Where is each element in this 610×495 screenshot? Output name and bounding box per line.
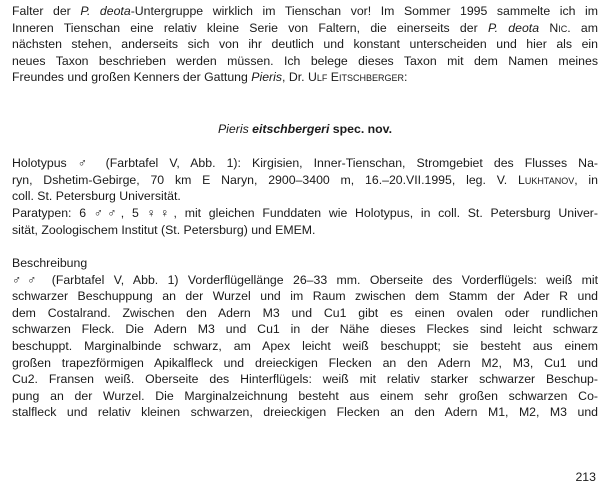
genus-name: Pieris bbox=[217, 122, 249, 136]
small-caps-text: lf bbox=[316, 70, 328, 85]
text-run: Paratypen: 6 ♂♂, 5 ♀♀, mit gleichen Funddaten wie Holotypus, in coll. St. Petersburg Univer- bbox=[12, 206, 598, 220]
small-caps-text: itschberger bbox=[339, 70, 405, 85]
text-line bbox=[12, 20, 598, 37]
text-line bbox=[12, 388, 598, 405]
text-run: großen trapezförmigen Apikalfleck und dreieckigen Flecken an den Adern M2, M3, Cu1 und bbox=[12, 355, 598, 370]
intro-paragraph bbox=[12, 3, 598, 86]
text-run: schwarzen Fleck. Die Adern M3 und Cu1 in der Nähe dieses Fleckes sind leicht schwarz bbox=[12, 322, 598, 337]
text-line bbox=[12, 222, 598, 239]
text-run: Falter der bbox=[12, 4, 81, 18]
text-run: , Dr. U bbox=[282, 70, 317, 85]
text-line bbox=[12, 288, 598, 305]
text-run: . am bbox=[567, 20, 598, 35]
text-line bbox=[12, 172, 598, 189]
text-run: Inneren Tienschan eine relativ kleine Serie von Faltern, die einerseits der bbox=[12, 20, 488, 35]
text-line bbox=[12, 188, 598, 205]
paratypes-paragraph bbox=[12, 205, 598, 238]
text-run: stalfleck und relativ kleinen schwarzen, dreieckigen Flecken an den Adern M1, M2, M3 und bbox=[12, 405, 598, 420]
text-run: dem Costalrand. Zwischen den Adern M3 und Cu1 gibt es einen ovalen oder rundlichen bbox=[12, 305, 598, 320]
text-run: ryn, Dshetim-Gebirge, 70 km E Naryn, 2900–3400 m, 16.–20.VII.1995, leg. V. L bbox=[12, 172, 525, 187]
text-run: nächsten stehen, anderseits sich von ihr deutlich und konstant unterscheiden und hier als ein bbox=[12, 37, 598, 52]
text-run: Holotypus ♂ (Farbtafel V, Abb. 1): Kirgisien, Inner-Tienschan, Stromgebiet des Flusses Na- bbox=[12, 156, 598, 170]
text-line bbox=[12, 53, 598, 70]
text-run: schwarzer Beschuppung an der Wurzel und im Raum zwischen dem Stamm der Ader R und bbox=[12, 289, 598, 304]
text-run: sität, Zoologischem Institut (St. Petersburg) und EMEM. bbox=[12, 222, 316, 237]
text-run: neues Taxon beschrieben werden müssen. Ich belege dieses Taxon mit dem Namen meines bbox=[12, 53, 598, 68]
text-run: E bbox=[327, 70, 339, 85]
small-caps-text: ukhtanov bbox=[524, 172, 575, 187]
text-run: N bbox=[539, 20, 559, 35]
page-number: 213 bbox=[575, 470, 596, 484]
text-run: -Untergruppe wirklich im Tienschan vor! Im Sommer 1995 sammelte ich im bbox=[130, 4, 598, 18]
text-line bbox=[12, 272, 598, 289]
text-run: pung an der Wurzel. Die Marginalzeichnung besteht aus einem sehr großen schwarzen Co- bbox=[12, 388, 598, 403]
description-paragraph bbox=[12, 272, 598, 421]
holotype-paragraph bbox=[12, 155, 598, 205]
text-run: beschuppt. Marginalbinde schwarz, am Apex leicht weiß beschuppt; sie besteht aus einem bbox=[12, 338, 598, 353]
species-heading bbox=[0, 121, 610, 138]
text-line bbox=[12, 36, 598, 53]
species-name: eitschbergeri bbox=[252, 122, 330, 136]
text-line bbox=[12, 69, 598, 86]
italic-text: Pieris bbox=[251, 70, 283, 85]
text-line bbox=[12, 355, 598, 372]
text-line bbox=[12, 404, 598, 421]
text-line bbox=[12, 155, 598, 172]
italic-text: P. deota bbox=[487, 20, 540, 35]
text-run: Freundes und großen Kenners der Gattung bbox=[12, 70, 252, 85]
text-line bbox=[12, 321, 598, 338]
description-section bbox=[12, 255, 598, 421]
text-line bbox=[12, 371, 598, 388]
italic-text: P. deota bbox=[80, 4, 131, 18]
text-line bbox=[12, 338, 598, 355]
text-line bbox=[12, 305, 598, 322]
text-line bbox=[12, 205, 598, 222]
text-run: ♂♂ (Farbtafel V, Abb. 1) Vorderflügellänge 26–33 mm. Oberseite des Vorderflügels: weiß mit bbox=[12, 272, 598, 287]
small-caps-text: ic bbox=[558, 20, 568, 35]
section-title: Beschreibung bbox=[12, 256, 88, 270]
text-run: , in bbox=[574, 172, 598, 187]
text-line bbox=[12, 3, 598, 20]
nomenclature-suffix: spec. nov. bbox=[329, 122, 393, 136]
text-run: coll. St. Petersburg Universität. bbox=[12, 189, 181, 204]
text-run: Cu2. Fransen weiß. Oberseite des Hinterflügels: weiß mit relativ starker schwarzer Beschup- bbox=[12, 372, 598, 387]
text-run: : bbox=[404, 70, 408, 85]
